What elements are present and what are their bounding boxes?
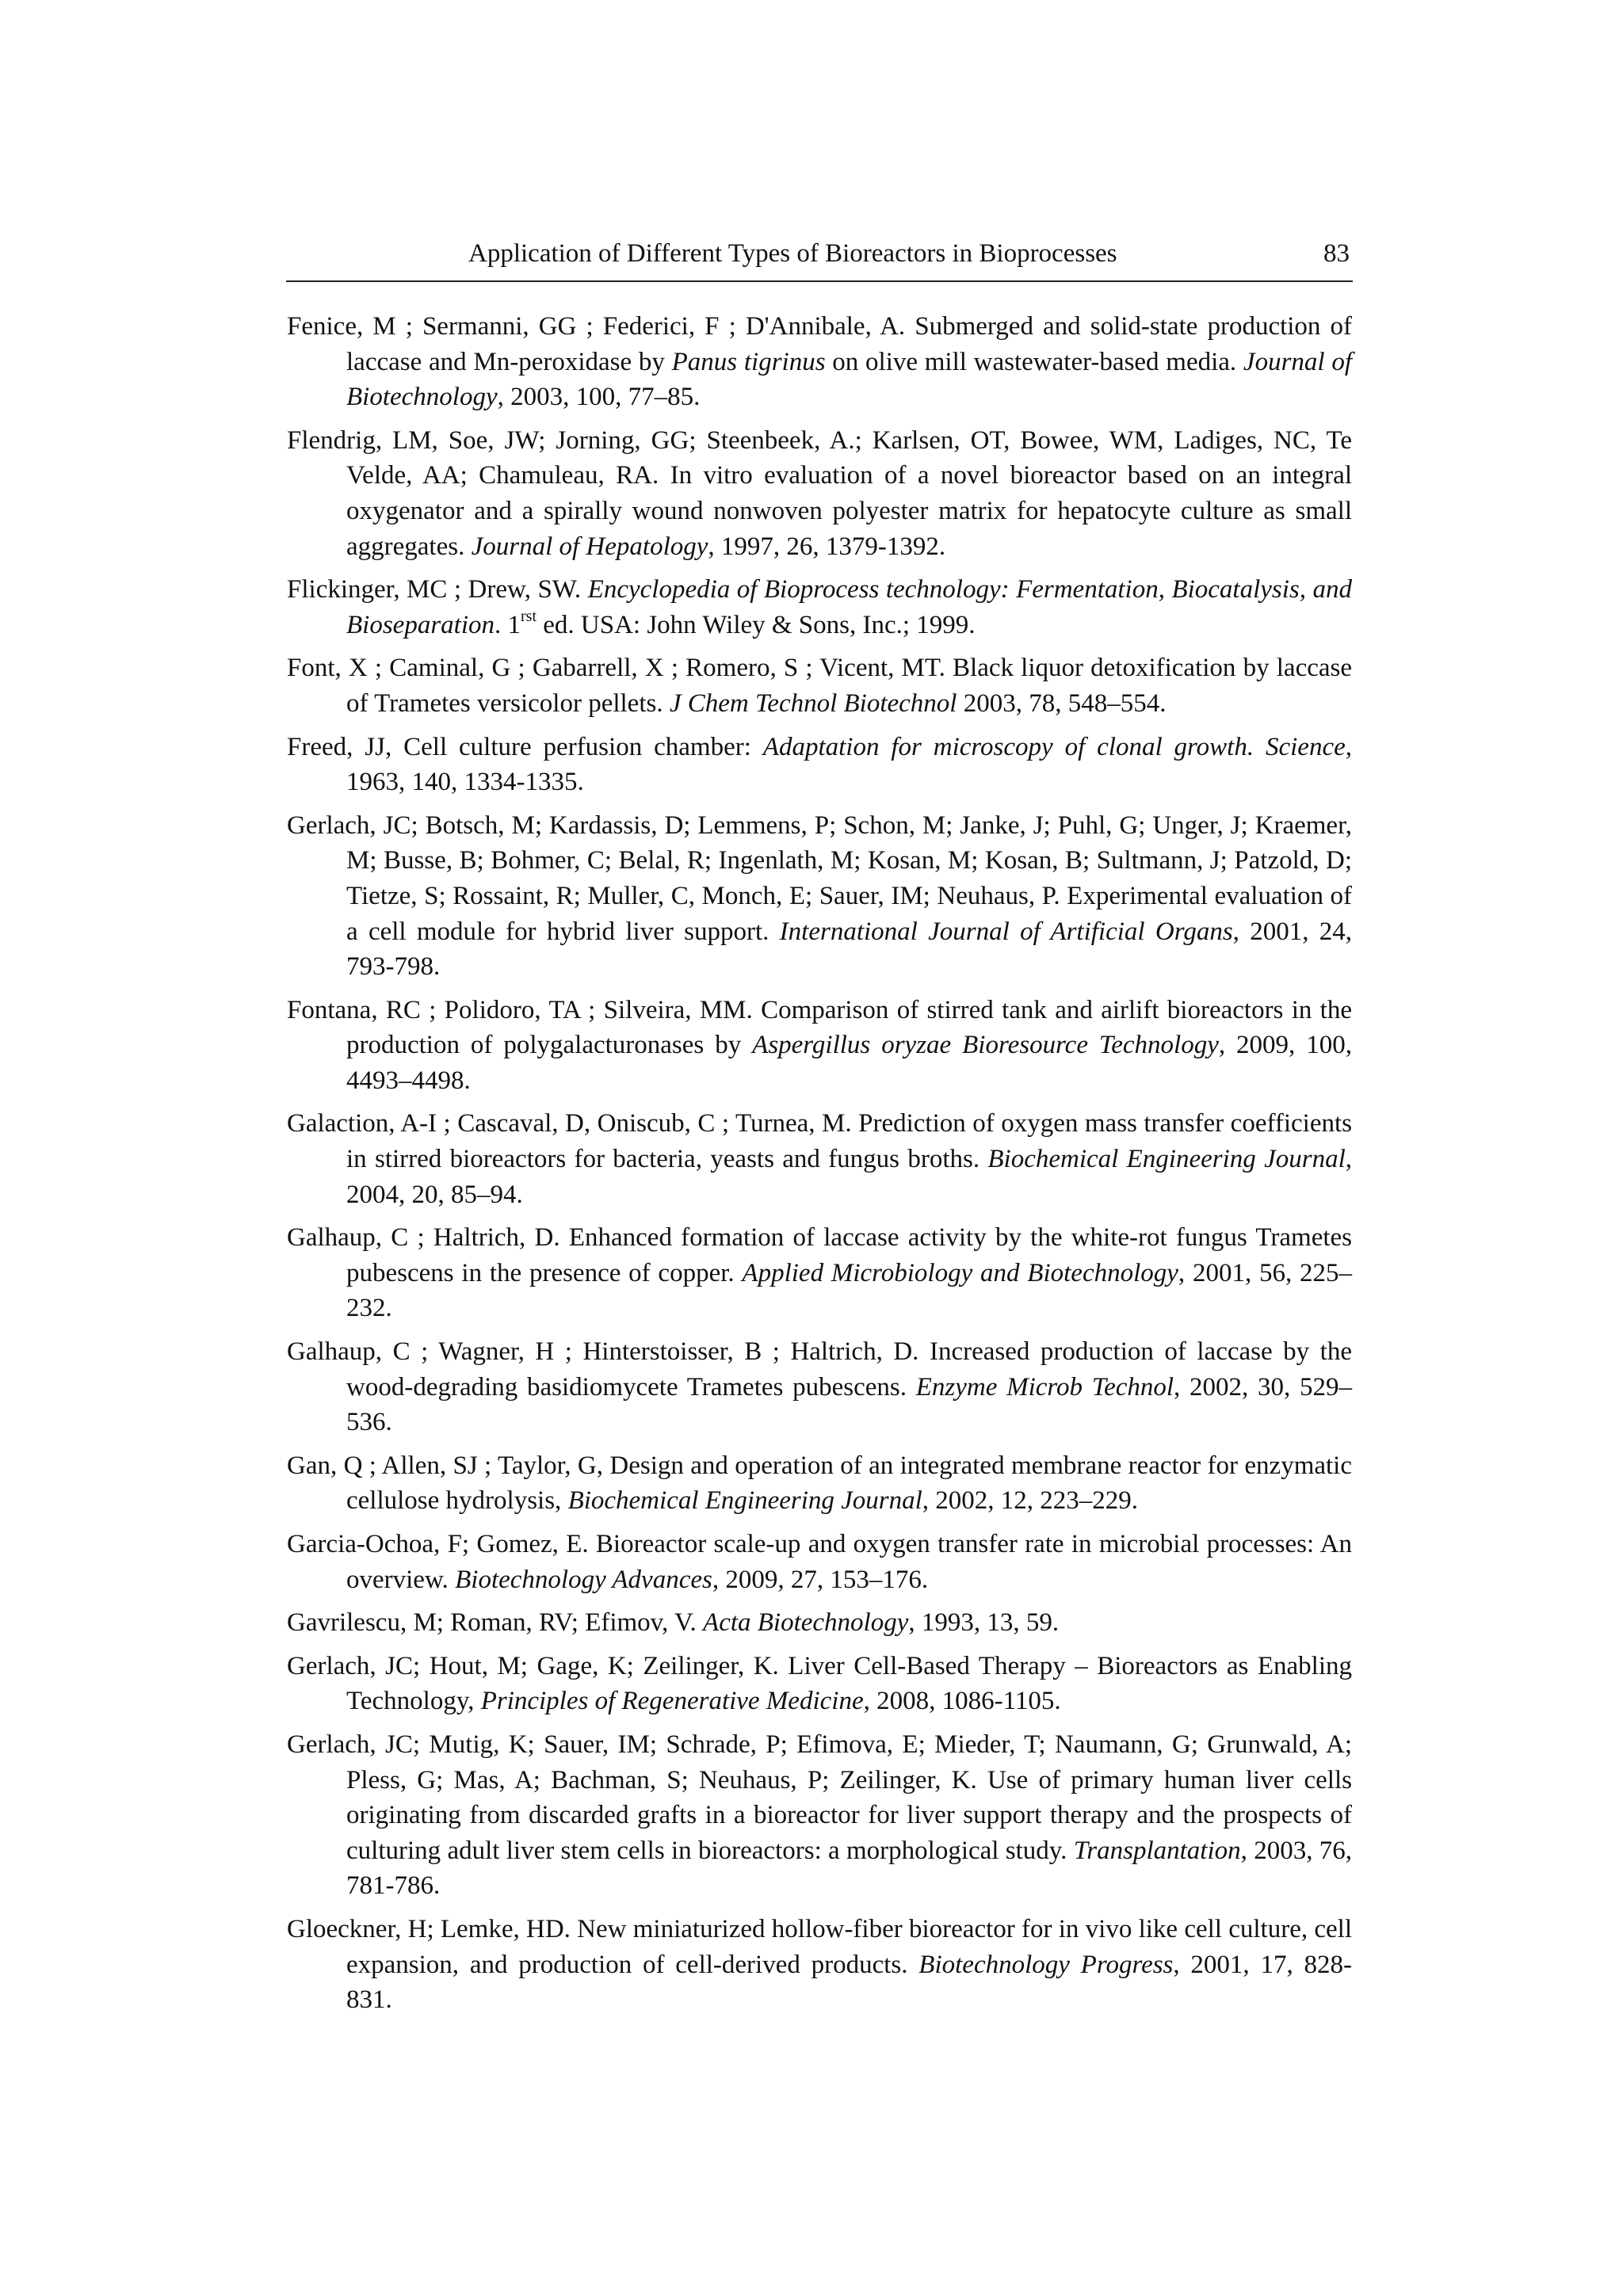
reference-citation: , 2003, 76, 781-786. <box>346 1836 1353 1901</box>
reference-item <box>287 1649 1352 1719</box>
reference-journal: Aspergillus oryzae Bioresource Technology <box>752 1031 1219 1060</box>
reference-item <box>287 1527 1352 1597</box>
reference-journal: Applied Microbiology and Biotechnology <box>742 1258 1178 1287</box>
reference-text: . 1 <box>495 610 521 639</box>
reference-item <box>287 1220 1352 1326</box>
reference-journal: Transplantation <box>1073 1836 1241 1865</box>
reference-italic-species: Panus tigrinus <box>671 347 826 376</box>
reference-journal: Biotechnology Advances <box>455 1565 712 1594</box>
reference-text: Flickinger, MC ; Drew, SW. <box>287 575 588 605</box>
reference-text: Galhaup, C ; Haltrich, D. Enhanced formation of laccase activity by the white-rot fungus Trametes pubescens in the presence of copper. <box>287 1223 1352 1287</box>
reference-citation: , 2001, 17, 828-831. <box>346 1950 1352 2015</box>
reference-item <box>287 572 1352 643</box>
reference-item <box>287 1912 1352 2018</box>
reference-text: Freed, JJ, Cell culture perfusion chamber: <box>287 732 763 761</box>
reference-citation: , 1963, 140, 1334-1335. <box>346 732 1352 797</box>
reference-book-title: Encyclopedia of Bioprocess technology: Fermentation, Biocatalysis, and Bioseparation <box>346 575 1352 639</box>
reference-text: Galhaup, C ; Wagner, H ; Hinterstoisser, B ; Haltrich, D. Increased production of laccase by the wood-degrading basidiomycete Trametes pubescens. <box>287 1337 1352 1402</box>
reference-text: Font, X ; Caminal, G ; Gabarrell, X ; Romero, S ; Vicent, MT. Black liquor detoxification by laccase of Trametes versicolor pellets. <box>287 654 1352 718</box>
reference-item <box>287 423 1352 564</box>
reference-citation: , 2008, 1086-1105. <box>863 1687 1061 1716</box>
reference-journal: J Chem Technol Biotechnol <box>669 688 957 718</box>
reference-citation: , 2009, 27, 153–176. <box>712 1565 929 1594</box>
reference-text: Fontana, RC ; Polidoro, TA ; Silveira, MM. Comparison of stirred tank and airlift bioreactors in the production of polygalacturonases by <box>287 995 1352 1060</box>
reference-citation: , 2004, 20, 85–94. <box>346 1145 1352 1209</box>
reference-text: Galaction, A-I ; Cascaval, D, Oniscub, C ; Turnea, M. Prediction of oxygen mass transfer coefficients in stirred bioreactors for bacteria, yeasts and fungus broths. <box>287 1109 1352 1174</box>
reference-list <box>287 309 1352 2026</box>
reference-superscript: rst <box>521 607 537 625</box>
page-header <box>286 233 1353 282</box>
reference-item <box>287 650 1352 721</box>
reference-text: Fenice, M ; Sermanni, GG ; Federici, F ; D'Annibale, A. Submerged and solid-state production of laccase and Mn-peroxidase by <box>287 312 1352 376</box>
reference-text: Garcia-Ochoa, F; Gomez, E. Bioreactor scale-up and oxygen transfer rate in microbial processes: An overview. <box>287 1530 1352 1594</box>
reference-item <box>287 730 1352 800</box>
reference-journal: Journal of Biotechnology <box>346 347 1352 412</box>
reference-item <box>287 808 1352 985</box>
reference-citation: , 2003, 100, 77–85. <box>497 383 701 412</box>
reference-item <box>287 1727 1352 1904</box>
reference-text: Gan, Q ; Allen, SJ ; Taylor, G, Design and operation of an integrated membrane reactor for enzymatic cellulose hydrolysis, <box>287 1451 1352 1516</box>
reference-citation: , 1997, 26, 1379-1392. <box>708 532 946 561</box>
reference-journal: Enzyme Microb Technol <box>915 1372 1174 1402</box>
reference-text: Gerlach, JC; Botsch, M; Kardassis, D; Lemmens, P; Schon, M; Janke, J; Puhl, G; Unger, J; Kraemer, M; Busse, B; Bohmer, C; Belal, R; Ingenlath, M; Kosan, M; Kosan, B; Sultmann, J; Patzold, D; Tietze, S; Rossaint, R; Muller, C, Monch, E; Sauer, IM; Neuhaus, P. Experimental evaluation of a cell module for hybrid liver support. <box>287 810 1352 946</box>
reference-journal: Adaptation for microscopy of clonal growth. Science <box>762 732 1346 761</box>
reference-citation: ed. USA: John Wiley & Sons, Inc.; 1999. <box>537 610 976 639</box>
reference-citation: , 2002, 30, 529–536. <box>346 1372 1352 1437</box>
page-number: 83 <box>1323 239 1350 268</box>
reference-journal: International Journal of Artificial Organs <box>779 917 1233 946</box>
reference-journal: Biotechnology Progress <box>918 1950 1174 1979</box>
reference-journal: Acta Biotechnology <box>703 1608 909 1638</box>
reference-item <box>287 1448 1352 1519</box>
reference-journal: Journal of Hepatology <box>471 532 708 561</box>
reference-journal: Biochemical Engineering Journal <box>987 1145 1346 1174</box>
reference-text: Gavrilescu, M; Roman, RV; Efimov, V. <box>287 1608 704 1638</box>
reference-text: Gloeckner, H; Lemke, HD. New miniaturized hollow-fiber bioreactor for in vivo like cell culture, cell expansion, and production of cell-derived products. <box>287 1914 1352 1979</box>
reference-journal: Biochemical Engineering Journal <box>567 1486 922 1516</box>
reference-text: Gerlach, JC; Hout, M; Gage, K; Zeilinger, K. Liver Cell-Based Therapy – Bioreactors as Enabling Technology, <box>287 1651 1352 1716</box>
reference-text: on olive mill wastewater-based media. <box>825 347 1243 376</box>
reference-citation: , 2002, 12, 223–229. <box>922 1486 1139 1516</box>
reference-item <box>287 993 1352 1099</box>
reference-citation: , 2009, 100, 4493–4498. <box>346 1031 1352 1095</box>
reference-citation: 2003, 78, 548–554. <box>957 688 1167 718</box>
reference-item <box>287 1106 1352 1212</box>
reference-book-title: Principles of Regenerative Medicine <box>480 1687 864 1716</box>
reference-citation: , 1993, 13, 59. <box>908 1608 1060 1638</box>
reference-item <box>287 1605 1352 1641</box>
reference-citation: , 2001, 24, 793-798. <box>346 917 1353 982</box>
reference-text: Gerlach, JC; Mutig, K; Sauer, IM; Schrade, P; Efimova, E; Mieder, T; Naumann, G; Grunwald, A; Pless, G; Mas, A; Bachman, S; Neuhaus, P; Zeilinger, K. Use of primary human liver cells originating from discarded grafts in a bioreactor for liver support therapy and the prospects of culturing adult liver stem cells in bioreactors: a morphological study. <box>287 1730 1352 1865</box>
reference-item <box>287 309 1352 415</box>
running-title: Application of Different Types of Bioreactors in Bioprocesses <box>468 239 1117 268</box>
reference-text: Flendrig, LM, Soe, JW; Jorning, GG; Steenbeek, A.; Karlsen, OT, Bowee, WM, Ladiges, NC, Te Velde, AA; Chamuleau, RA. In vitro evaluation of a novel bioreactor based on an integral oxygenator and a spirally wound nonwoven polyester matrix for hepatocyte culture as small aggregates. <box>287 425 1352 561</box>
reference-citation: , 2001, 56, 225–232. <box>346 1258 1353 1323</box>
reference-item <box>287 1334 1352 1440</box>
